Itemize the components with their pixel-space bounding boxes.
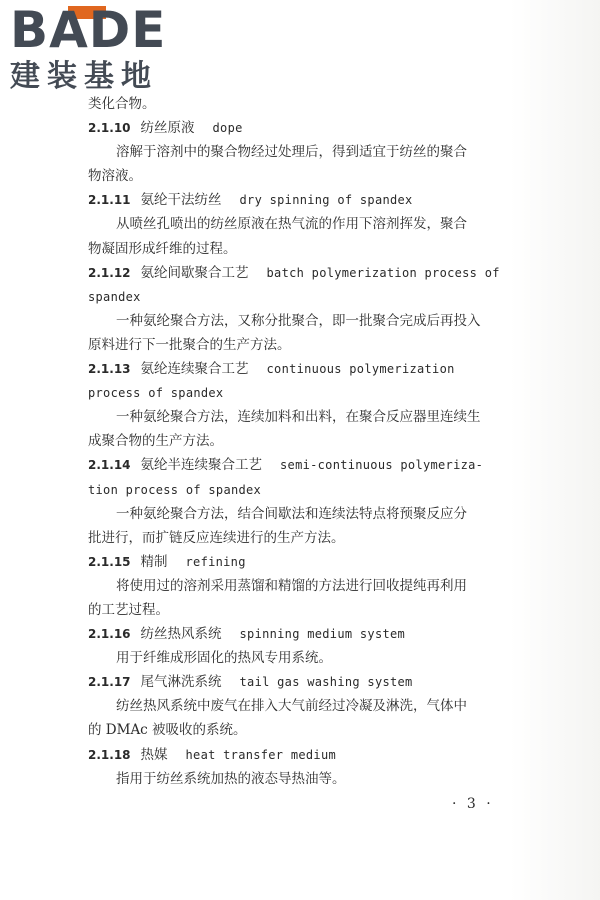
definition-text: 原料进行下一批聚合的生产方法。 [88, 336, 291, 353]
clause-number: 2.1.14 [88, 458, 131, 473]
clause-number: 2.1.12 [88, 265, 131, 280]
logo-sub-text: 建装基地 [10, 59, 158, 94]
page-number: · 3 · [452, 796, 494, 812]
term-chinese: 纺丝原液 [140, 120, 195, 137]
term-chinese: 尾气淋洗系统 [140, 674, 222, 691]
term-english-continued: process of spandex [88, 386, 224, 401]
term-english: heat transfer medium [185, 747, 337, 762]
term-heading [88, 743, 512, 767]
document-body [88, 92, 512, 791]
clause-number: 2.1.15 [88, 554, 131, 569]
definition-text: 的 DMAc 被吸收的系统。 [88, 722, 247, 739]
clause-number: 2.1.13 [88, 362, 131, 377]
watermark-logo [10, 2, 180, 98]
clause-number: 2.1.11 [88, 193, 131, 208]
term-english: semi-continuous polymeriza- [280, 458, 484, 473]
term-english: dry spinning of spandex [239, 193, 413, 208]
term-chinese: 氨纶连续聚合工艺 [140, 361, 249, 378]
term-english: batch polymerization process of [266, 265, 500, 280]
term-english: tail gas washing system [239, 675, 413, 690]
term-chinese: 热媒 [140, 746, 168, 763]
term-heading [88, 188, 512, 212]
clause-number: 2.1.10 [88, 121, 131, 136]
term-chinese: 纺丝热风系统 [140, 626, 222, 643]
clause-number: 2.1.17 [88, 675, 131, 690]
term-heading [88, 116, 512, 140]
term-chinese: 精制 [140, 553, 168, 570]
definition-text: 物凝固形成纤维的过程。 [88, 240, 237, 257]
term-english-continued: spandex [88, 289, 141, 304]
definition-text: 用于纤维成形固化的热风专用系统。 [116, 650, 332, 667]
term-heading [88, 357, 512, 381]
definition-text: 纺丝热风系统中废气在排入大气前经过冷凝及淋洗，气体中 [116, 698, 467, 715]
term-heading [88, 670, 512, 694]
definition-text: 一种氨纶聚合方法，连续加料和出料，在聚合反应器里连续生 [116, 409, 481, 426]
definition-text: 成聚合物的生产方法。 [88, 433, 223, 450]
definition-text: 指用于纺丝系统加热的液态导热油等。 [116, 770, 346, 787]
term-chinese: 氨纶干法纺丝 [140, 192, 222, 209]
definition-text: 一种氨纶聚合方法，又称分批聚合，即一批聚合完成后再投入 [116, 312, 481, 329]
definition-text: 溶解于溶剂中的聚合物经过处理后，得到适宜于纺丝的聚合 [116, 144, 467, 161]
term-chinese: 氨纶间歇聚合工艺 [140, 264, 249, 281]
logo-brand-text: BADE [10, 1, 167, 59]
term-heading [88, 622, 512, 646]
paper-edge-shading [510, 0, 600, 900]
clause-number: 2.1.18 [88, 747, 131, 762]
term-english: spinning medium system [239, 627, 406, 642]
term-heading [88, 550, 512, 574]
clause-number: 2.1.16 [88, 627, 131, 642]
definition-text: 从喷丝孔喷出的纺丝原液在热气流的作用下溶剂挥发，聚合 [116, 216, 467, 233]
definition-text: 物溶液。 [88, 168, 142, 185]
term-english-continued: tion process of spandex [88, 482, 262, 497]
definition-text: 的工艺过程。 [88, 601, 169, 618]
term-english: dope [212, 121, 243, 136]
term-heading [88, 453, 512, 477]
term-english: continuous polymerization [266, 362, 455, 377]
lead-line: 类化合物。 [88, 96, 156, 112]
term-chinese: 氨纶半连续聚合工艺 [140, 457, 263, 474]
definition-text: 一种氨纶聚合方法，结合间歇法和连续法特点将预聚反应分 [116, 505, 467, 522]
term-english: refining [185, 554, 246, 569]
term-heading [88, 261, 512, 285]
definition-text: 将使用过的溶剂采用蒸馏和精馏的方法进行回收提纯再利用 [116, 577, 467, 594]
definition-text: 批进行，而扩链反应连续进行的生产方法。 [88, 529, 345, 546]
